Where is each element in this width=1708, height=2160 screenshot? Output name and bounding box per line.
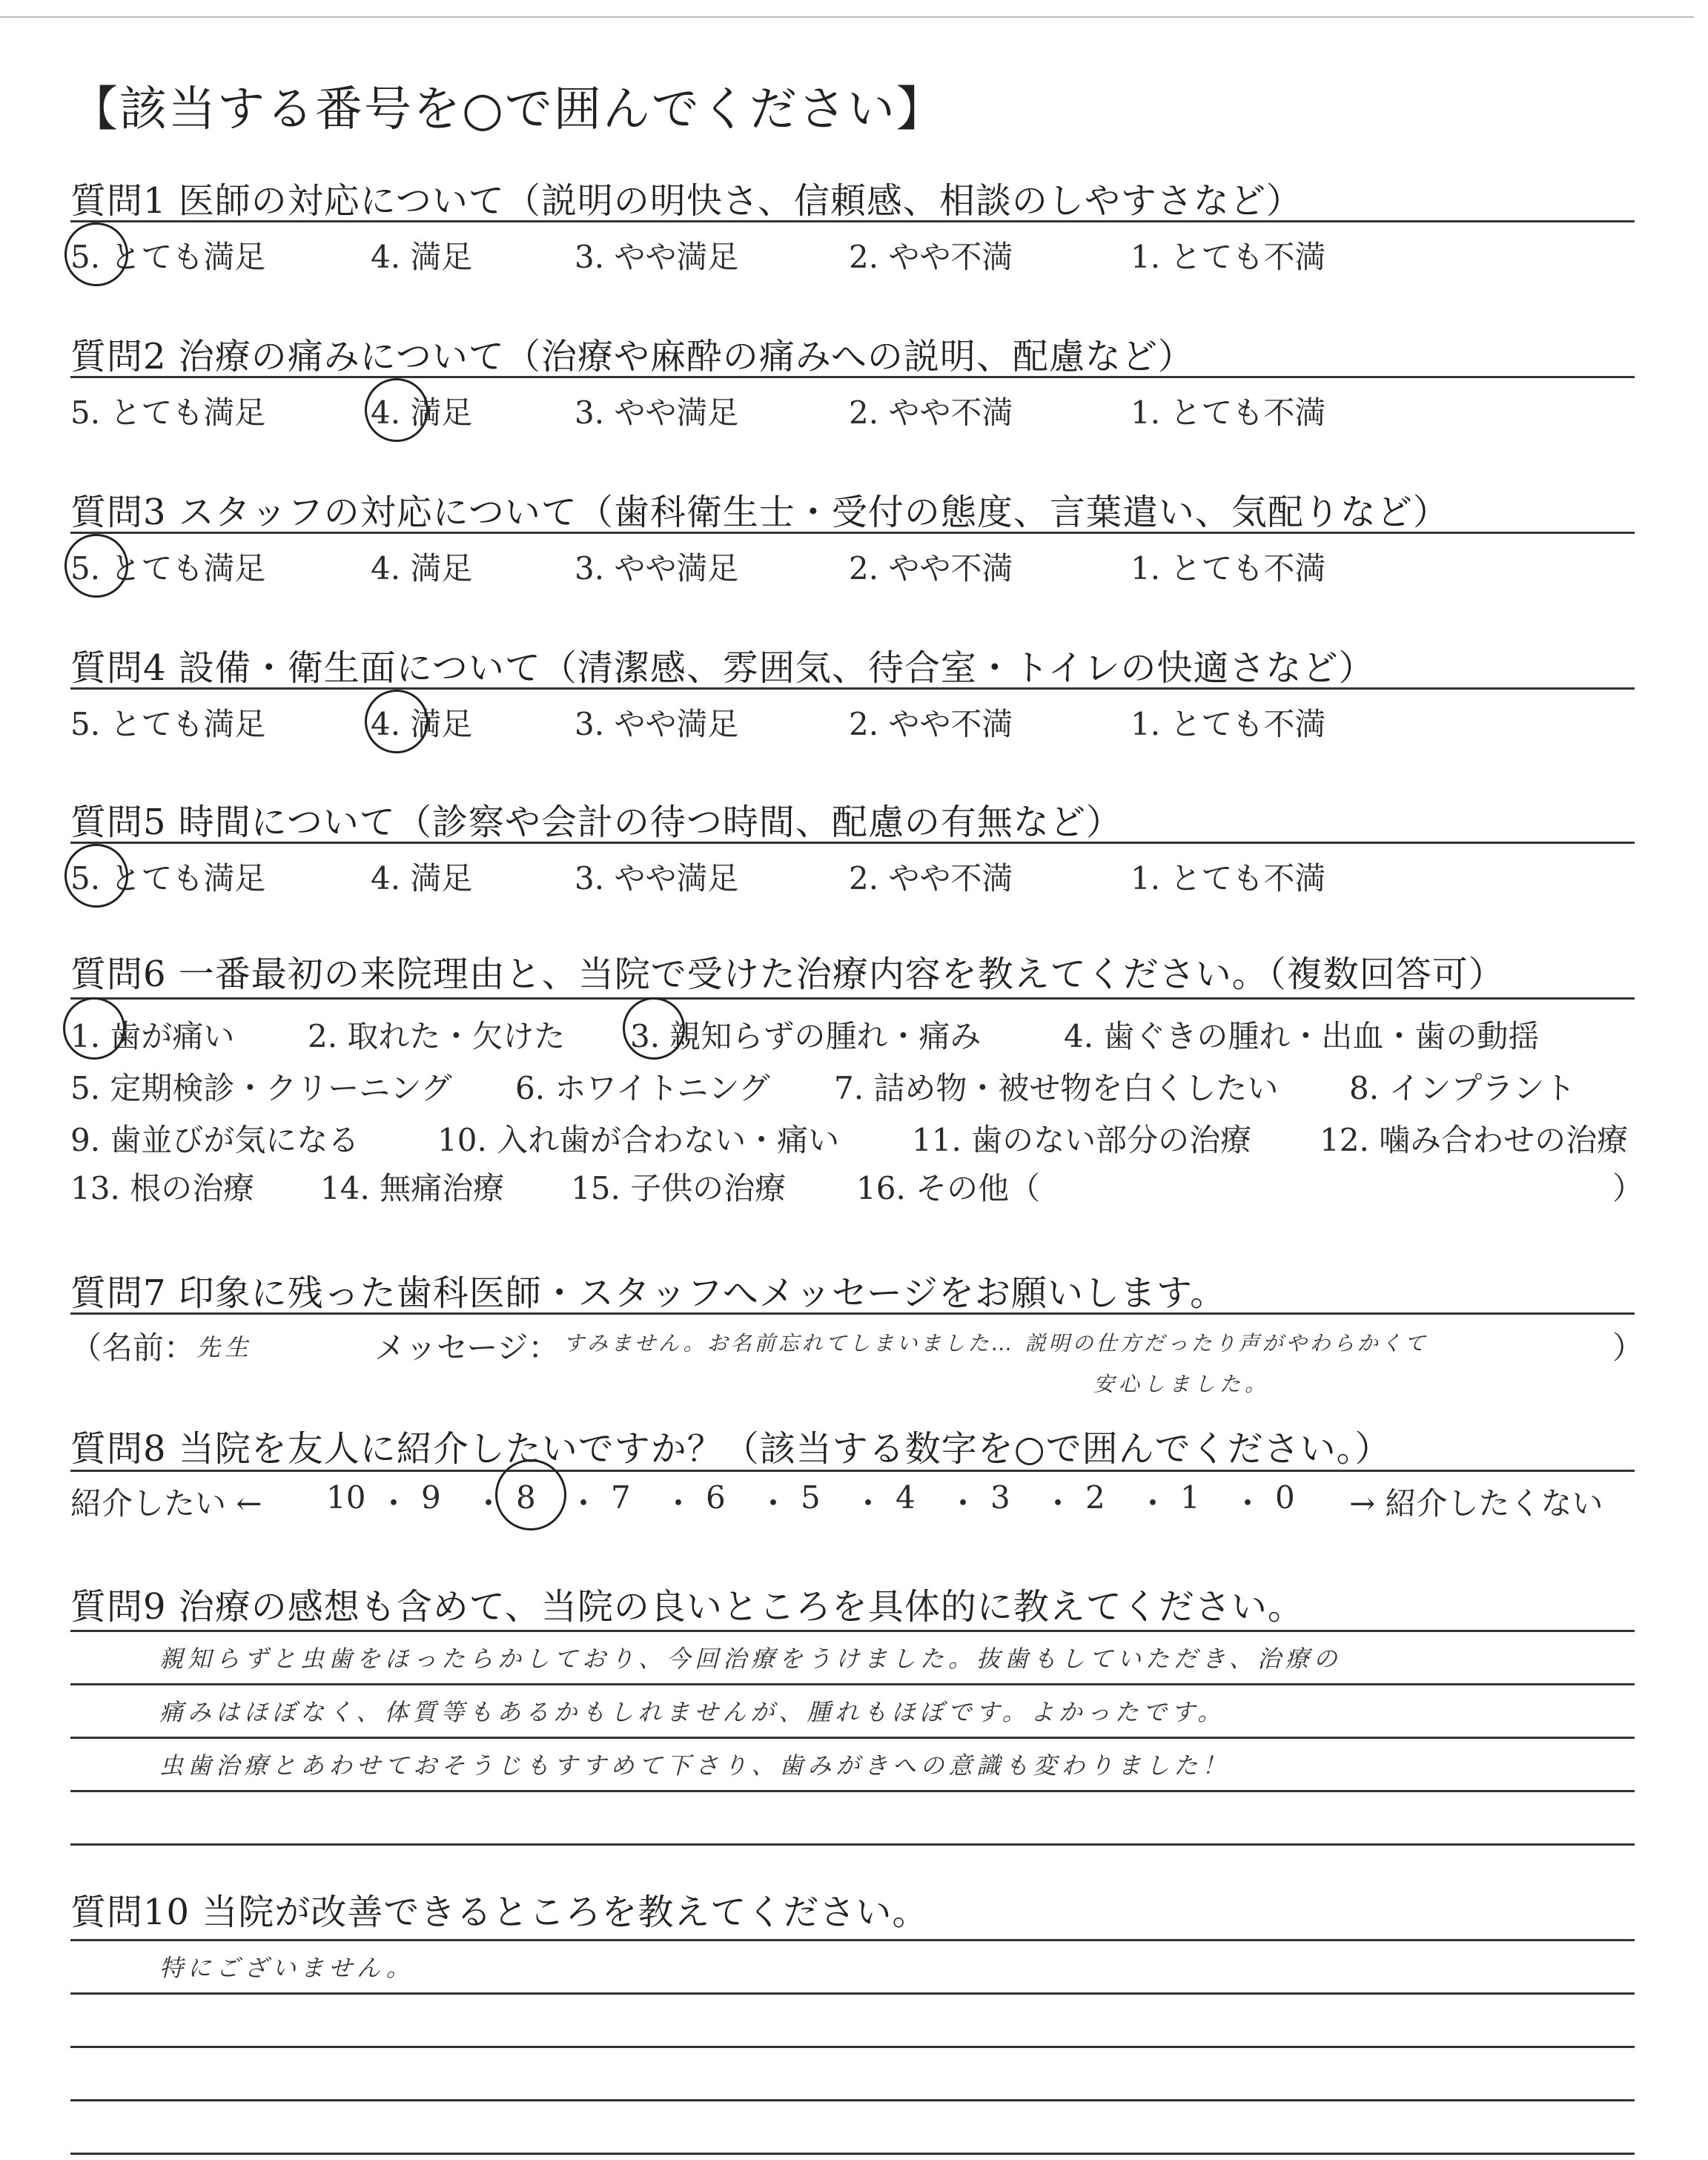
q8-right-label: → 紹介したくない	[1349, 1485, 1603, 1522]
q8-scale-1[interactable]: 1	[1180, 1479, 1200, 1516]
q7-rule	[70, 1312, 1635, 1315]
q6-title: 質問6 一番最初の来院理由と、当院で受けた治療内容を教えてください。（複数回答可）	[70, 954, 1505, 995]
q8-scale-7[interactable]: 7	[611, 1479, 631, 1516]
q5-option-4[interactable]: 4. 満足	[371, 860, 473, 896]
q6-option-10[interactable]: 10. 入れ歯が合わない・痛い	[437, 1122, 840, 1158]
q7-message-close: ）	[1612, 1330, 1644, 1366]
q4-option-3[interactable]: 3. やや満足	[575, 706, 739, 742]
q5-selected-circle	[64, 844, 128, 908]
q8-scale-5[interactable]: 5	[801, 1479, 821, 1516]
q8-separator-dot: ・	[1232, 1485, 1264, 1522]
q7-name-value[interactable]: 先生	[196, 1333, 254, 1361]
q8-separator-dot: ・	[663, 1485, 695, 1522]
q8-separator-dot: ・	[473, 1485, 505, 1522]
q6-option-2[interactable]: 2. 取れた・欠けた	[308, 1018, 566, 1054]
q5-title: 質問5 時間について（診察や会計の待つ時間、配慮の有無など）	[70, 802, 1122, 843]
q10-title: 質問10 当院が改善できるところを教えてください。	[70, 1892, 929, 1933]
q4-option-2[interactable]: 2. やや不満	[849, 706, 1013, 742]
q1-option-1[interactable]: 1. とても不満	[1131, 239, 1326, 275]
q1-option-4[interactable]: 4. 満足	[371, 239, 473, 275]
q4-rule	[70, 687, 1635, 690]
q2-option-4[interactable]: 4. 満足	[371, 394, 473, 431]
q10-line	[70, 2099, 1635, 2101]
q5-option-3[interactable]: 3. やや満足	[575, 860, 739, 896]
q2-option-1[interactable]: 1. とても不満	[1131, 394, 1326, 431]
q2-option-5[interactable]: 5. とても満足	[70, 394, 266, 431]
q10-answer-line-1[interactable]: 特にございません。	[159, 1954, 414, 1982]
q8-scale-10[interactable]: 10	[326, 1479, 366, 1516]
page-title: 【該当する番号を○で囲んでください】	[70, 82, 945, 137]
q6-option-13[interactable]: 13. 根の治療	[70, 1170, 255, 1206]
q8-scale-8[interactable]: 8	[516, 1479, 536, 1516]
q6-selected-circle-3	[623, 997, 685, 1060]
q8-scale-3[interactable]: 3	[990, 1479, 1010, 1516]
q6-option-7[interactable]: 7. 詰め物・被せ物を白くしたい	[834, 1070, 1279, 1106]
q5-rule	[70, 842, 1635, 844]
q4-option-5[interactable]: 5. とても満足	[70, 706, 266, 742]
q5-option-2[interactable]: 2. やや不満	[849, 860, 1013, 896]
q6-option-8[interactable]: 8. インプラント	[1349, 1070, 1576, 1106]
q6-option-5[interactable]: 5. 定期検診・クリーニング	[70, 1070, 452, 1106]
q7-message-line1[interactable]: すみません。お名前忘れてしまいました… 説明の仕方だったり声がやわらかくて	[563, 1331, 1429, 1355]
q8-separator-dot: ・	[1137, 1485, 1169, 1522]
q10-line	[70, 1992, 1635, 1995]
q6-option-12[interactable]: 12. 噛み合わせの治療	[1320, 1122, 1629, 1158]
q8-separator-dot: ・	[853, 1485, 884, 1522]
q2-selected-circle	[365, 378, 428, 442]
q8-separator-dot: ・	[568, 1485, 600, 1522]
q8-scale-0[interactable]: 0	[1275, 1479, 1295, 1516]
q1-option-2[interactable]: 2. やや不満	[849, 239, 1013, 275]
q9-answer-line-1[interactable]: 親知らずと虫歯をほったらかしており、今回治療をうけました。抜歯もしていただき、治療の	[159, 1645, 1342, 1673]
q6-option-16[interactable]: 16. その他（	[856, 1170, 1041, 1206]
q10-line	[70, 2046, 1635, 2048]
q2-option-3[interactable]: 3. やや満足	[575, 394, 739, 431]
q4-title: 質問4 設備・衛生面について（清潔感、雰囲気、待合室・トイレの快適さなど）	[70, 647, 1375, 689]
q10-line	[70, 1939, 1635, 1941]
q4-selected-circle	[365, 690, 428, 753]
q8-scale-4[interactable]: 4	[896, 1479, 916, 1516]
q9-answer-line-2[interactable]: 痛みはほぼなく、体質等もあるかもしれませんが、腫れもほぼです。よかったです。	[159, 1698, 1226, 1726]
q6-rule	[70, 997, 1635, 1000]
q3-option-5[interactable]: 5. とても満足	[70, 550, 266, 587]
q6-option-4[interactable]: 4. 歯ぐきの腫れ・出血・歯の動揺	[1064, 1018, 1540, 1054]
q8-scale-9[interactable]: 9	[421, 1479, 441, 1516]
q8-separator-dot: ・	[758, 1485, 790, 1522]
q3-option-4[interactable]: 4. 満足	[371, 550, 473, 587]
q4-option-1[interactable]: 1. とても不満	[1131, 706, 1326, 742]
q7-message-label: メッセージ：	[374, 1330, 560, 1366]
q3-title: 質問3 スタッフの対応について（歯科衛生士・受付の態度、言葉遣い、気配りなど）	[70, 492, 1449, 533]
q9-line	[70, 1790, 1635, 1792]
q7-title: 質問7 印象に残った歯科医師・スタッフへメッセージをお願いします。	[70, 1272, 1227, 1314]
q6-option-3[interactable]: 3. 親知らずの腫れ・痛み	[630, 1018, 982, 1054]
q6-option-6[interactable]: 6. ホワイトニング	[515, 1070, 770, 1106]
q8-left-label: 紹介したい ←	[70, 1485, 262, 1522]
q10-line	[70, 2153, 1635, 2155]
q6-option-9[interactable]: 9. 歯並びが気になる	[70, 1122, 360, 1158]
q3-option-2[interactable]: 2. やや不満	[849, 550, 1013, 587]
q6-option-11[interactable]: 11. 歯のない部分の治療	[912, 1122, 1252, 1158]
q1-option-5[interactable]: 5. とても満足	[70, 239, 266, 275]
q6-option-15[interactable]: 15. 子供の治療	[571, 1170, 787, 1206]
q7-message-line2[interactable]: 安心しました。	[1093, 1372, 1271, 1396]
q2-rule	[70, 376, 1635, 378]
q6-selected-circle-1	[63, 997, 125, 1060]
q9-title: 質問9 治療の感想も含めて、当院の良いところを具体的に教えてください。	[70, 1586, 1304, 1628]
q5-option-5[interactable]: 5. とても満足	[70, 860, 266, 896]
q4-option-4[interactable]: 4. 満足	[371, 706, 473, 742]
q1-title: 質問1 医師の対応について（説明の明快さ、信頼感、相談のしやすさなど）	[70, 180, 1302, 222]
q2-option-2[interactable]: 2. やや不満	[849, 394, 1013, 431]
q7-name-label: （名前：	[70, 1330, 196, 1366]
q6-other-close: ）	[1612, 1170, 1644, 1206]
q6-option-1[interactable]: 1. 歯が痛い	[70, 1018, 235, 1054]
q8-rule	[70, 1470, 1635, 1472]
q3-option-1[interactable]: 1. とても不満	[1131, 550, 1326, 587]
q3-selected-circle	[64, 534, 128, 598]
q6-option-14[interactable]: 14. 無痛治療	[320, 1170, 505, 1206]
q9-line	[70, 1843, 1635, 1846]
top-border-line	[0, 16, 1694, 18]
q8-separator-dot: ・	[378, 1485, 410, 1522]
q9-line	[70, 1630, 1635, 1632]
q9-line	[70, 1737, 1635, 1739]
q5-option-1[interactable]: 1. とても不満	[1131, 860, 1326, 896]
q8-separator-dot: ・	[947, 1485, 979, 1522]
q8-scale-2[interactable]: 2	[1085, 1479, 1105, 1516]
q1-option-3[interactable]: 3. やや満足	[575, 239, 739, 275]
q8-scale-6[interactable]: 6	[706, 1479, 726, 1516]
q9-answer-line-3[interactable]: 虫歯治療とあわせておそうじもすすめて下さり、歯みがきへの意識も変わりました！	[159, 1751, 1231, 1780]
q8-separator-dot: ・	[1042, 1485, 1074, 1522]
q3-option-3[interactable]: 3. やや満足	[575, 550, 739, 587]
q3-rule	[70, 532, 1635, 534]
q8-title: 質問8 当院を友人に紹介したいですか？（該当する数字を○で囲んでください。）	[70, 1428, 1391, 1470]
q1-rule	[70, 220, 1635, 222]
q1-selected-circle	[64, 222, 128, 286]
q8-selected-circle	[495, 1459, 566, 1530]
q9-line	[70, 1683, 1635, 1685]
q2-title: 質問2 治療の痛みについて（治療や麻酔の痛みへの説明、配慮など）	[70, 336, 1194, 377]
